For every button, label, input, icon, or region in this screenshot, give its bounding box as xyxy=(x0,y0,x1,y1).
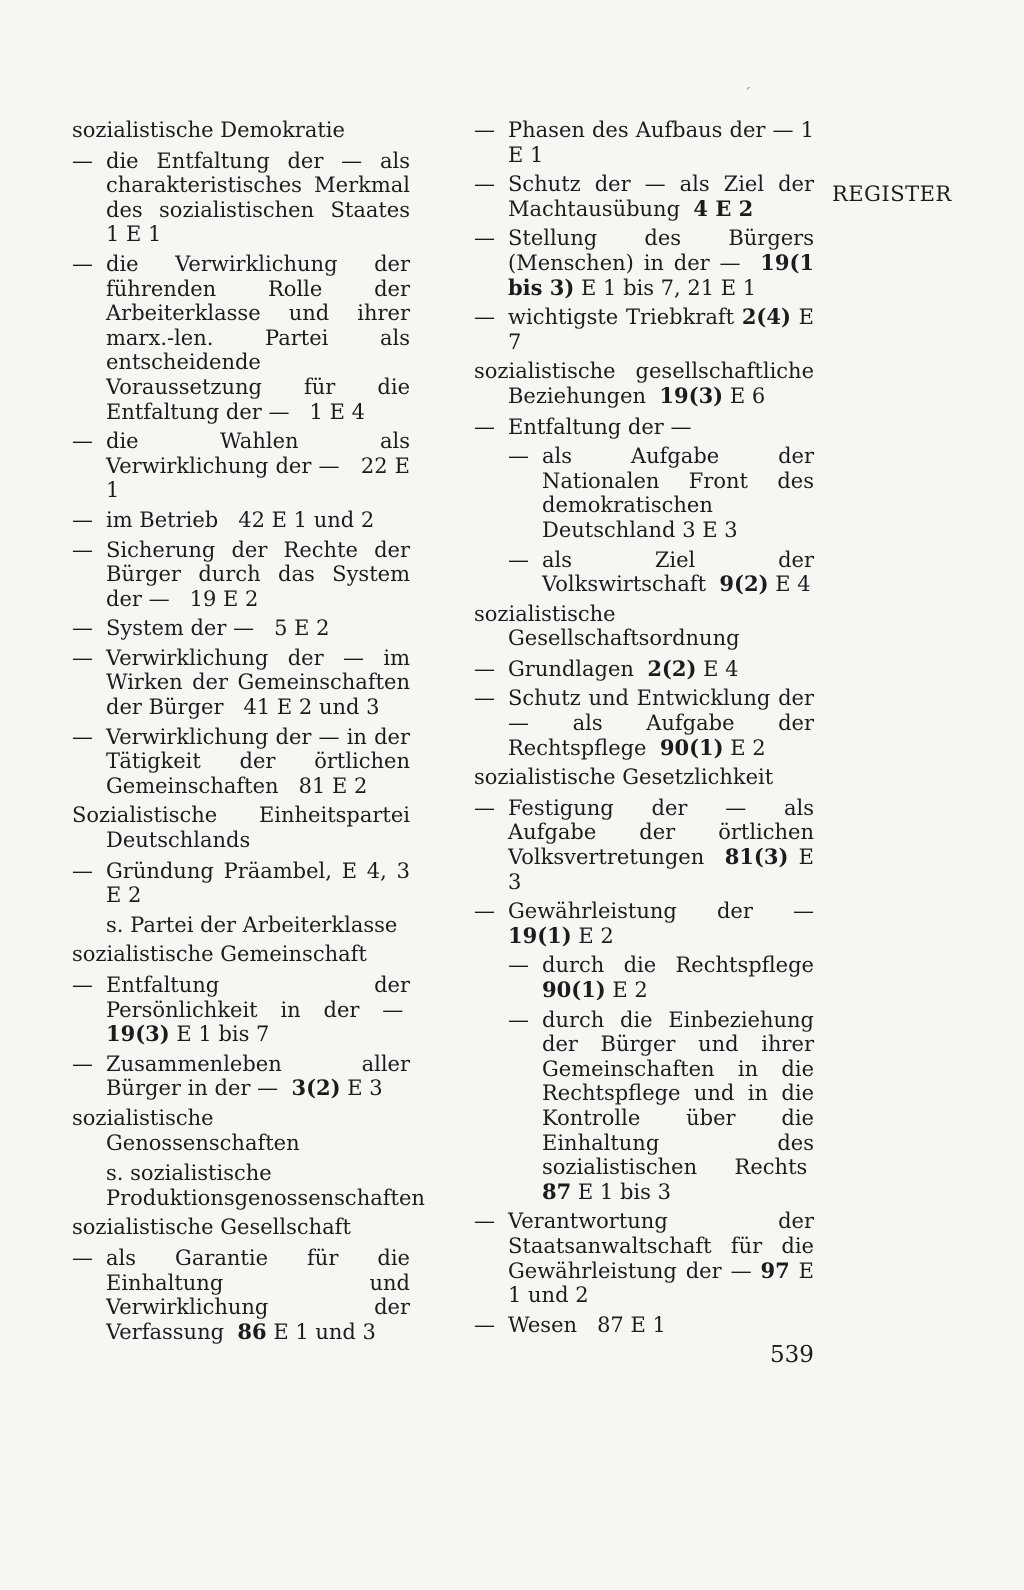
index-entry: — Zusammenleben aller Bürger in der — 3(2) E 3 xyxy=(72,1051,410,1101)
index-entry: — Schutz und Entwicklung der — als Aufgabe der Rechtspflege 90(1) E 2 xyxy=(474,686,814,760)
index-heading: sozialistische Gesellschaftsordnung xyxy=(474,601,740,651)
index-entry: — die Wahlen als Verwirklichung der — 22 E 1 xyxy=(72,429,410,503)
index-entry: — die Verwirklichung der führenden Rolle der Arbeiterklasse und ihrer marx.-len. Partei als entscheidende Voraussetzung für die Entfaltung der — 1 E 4 xyxy=(72,251,410,424)
index-entry: — die Entfaltung der — als charakteristisches Merkmal des sozialistischen Staates 1 E 1 xyxy=(72,148,410,247)
index-entry: — Phasen des Aufbaus der — 1 E 1 xyxy=(474,118,814,167)
index-entry: — System der — 5 E 2 xyxy=(72,616,330,641)
index-entry: — Grundlagen 2(2) E 4 xyxy=(474,655,739,681)
index-entry: — im Betrieb 42 E 1 und 2 xyxy=(72,507,375,532)
index-subentry: — als Aufgabe der Nationalen Front des demokratischen Deutschland 3 E 3 xyxy=(508,444,814,542)
index-entry: — Verwirklichung der — in der Tätigkeit der örtlichen Gemeinschaften 81 E 2 xyxy=(72,724,410,798)
index-entry: — wichtigste Triebkraft 2(4) E 7 xyxy=(474,304,814,354)
index-heading: Sozialistische Einheitspartei Deutschlands xyxy=(72,803,410,853)
page-number: 539 xyxy=(770,1342,814,1368)
index-subentry: — durch die Rechtspflege 90(1) E 2 xyxy=(508,953,814,1002)
index-heading: sozialistische gesellschaftliche Beziehungen 19(3) E 6 xyxy=(474,359,814,408)
index-heading: sozialistische Gesetzlichkeit xyxy=(474,765,774,790)
index-heading: sozialistische Genossenschaften xyxy=(72,1105,300,1155)
index-entry: — Sicherung der Rechte der Bürger durch das System der — 19 E 2 xyxy=(72,537,410,611)
index-entry: — Entfaltung der — xyxy=(474,414,692,439)
index-subentry: — durch die Einbeziehung der Bürger und ihrer Gemeinschaften in die Rechtspflege und in die Kontrolle über die Einhaltung des sozialistischen Rechts 87 E 1 bis 3 xyxy=(508,1007,814,1204)
stray-mark: ´ xyxy=(744,86,751,102)
see-reference: s. Partei der Arbeiterklasse xyxy=(106,912,398,937)
index-entry: — als Garantie für die Einhaltung und Verwirklichung der Verfassung 86 E 1 und 3 xyxy=(72,1245,410,1344)
index-entry: — Verantwortung der Staatsanwaltschaft für die Gewährleistung der — 97 E 1 und 2 xyxy=(474,1209,814,1308)
index-heading: sozialistische Gesellschaft xyxy=(72,1215,351,1240)
index-heading: sozialistische Gemeinschaft xyxy=(72,942,367,967)
index-column-right xyxy=(474,118,814,1342)
index-entry: — Entfaltung der Persönlichkeit in der — 19(3) E 1 bis 7 xyxy=(72,973,410,1047)
index-entry: — Festigung der — als Aufgabe der örtlichen Volksvertretungen 81(3) E 3 xyxy=(474,795,814,894)
index-subentry: — als Ziel der Volkswirtschaft 9(2) E 4 xyxy=(508,547,814,597)
index-entry: — Gründung Präambel, E 4, 3 E 2 xyxy=(72,858,410,908)
index-entry: — Schutz der — als Ziel der Machtausübung 4 E 2 xyxy=(474,172,814,221)
index-column-left xyxy=(72,118,425,1349)
section-label: REGISTER xyxy=(832,182,952,206)
index-heading: sozialistische Demokratie xyxy=(72,118,345,142)
index-entry: — Stellung des Bürgers (Menschen) in der — 19(1 bis 3) E 1 bis 7, 21 E 1 xyxy=(474,226,814,300)
index-entry: — Wesen 87 E 1 xyxy=(474,1312,666,1337)
index-entry: — Verwirklichung der — im Wirken der Gemeinschaften der Bürger 41 E 2 und 3 xyxy=(72,645,410,720)
index-entry: — Gewährleistung der — 19(1) E 2 xyxy=(474,899,814,948)
see-reference: s. sozialistische Produktionsgenossenschaften xyxy=(106,1161,425,1210)
